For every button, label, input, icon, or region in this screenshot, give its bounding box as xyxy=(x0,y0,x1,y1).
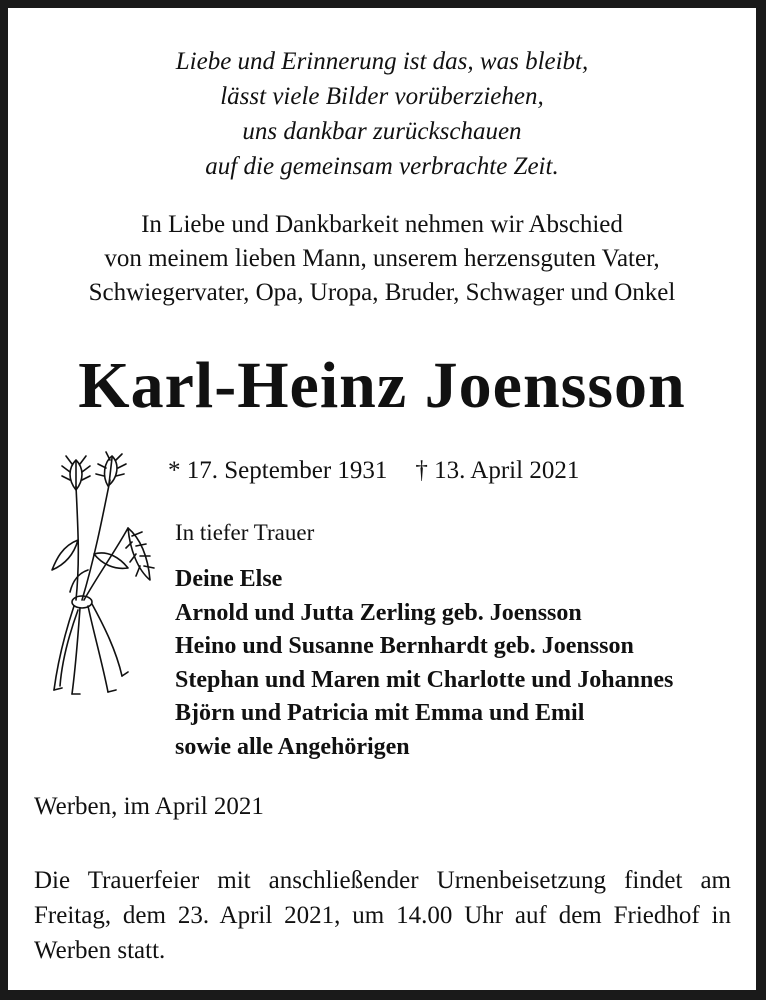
intro-line: In Liebe und Dankbarkeit nehmen wir Abschied xyxy=(141,211,623,238)
poem-line: Liebe und Erinnerung ist das, was bleibt, xyxy=(175,48,589,75)
intro-line: von meinem lieben Mann, unserem herzensguten Vater, xyxy=(104,245,660,272)
mourner: Heino und Susanne Bernhardt geb. Joensson xyxy=(175,633,634,659)
mourners-list xyxy=(175,563,673,764)
intro-line: Schwiegervater, Opa, Uropa, Bruder, Schwager und Onkel xyxy=(88,279,676,306)
mourning-intro: In tiefer Trauer xyxy=(175,520,315,545)
farewell-intro xyxy=(8,208,756,310)
ceremony-info: Die Trauerfeier mit anschließender Urnenbeisetzung findet am Freitag, dem 23. April 2021, um 14.00 Uhr auf dem Friedhof in Werben statt. xyxy=(34,867,731,964)
obituary-notice xyxy=(8,8,756,990)
mourner: Deine Else xyxy=(175,566,283,592)
place-date: Werben, im April 2021 xyxy=(34,793,264,820)
mourner: Björn und Patricia mit Emma und Emil xyxy=(175,700,585,726)
wheat-sheaf-icon xyxy=(32,450,162,700)
birth-date: * 17. September 1931 xyxy=(168,457,388,484)
deceased-name: Karl-Heinz Joensson xyxy=(78,349,686,422)
mourner: Arnold und Jutta Zerling geb. Joensson xyxy=(175,599,582,626)
poem-line: lässt viele Bilder vorüberziehen, xyxy=(220,83,544,110)
death-date: † 13. April 2021 xyxy=(415,457,580,484)
poem xyxy=(8,44,756,184)
poem-line: auf die gemeinsam verbrachte Zeit. xyxy=(205,153,559,180)
life-dates xyxy=(168,455,579,487)
mourner: Stephan und Maren mit Charlotte und Johannes xyxy=(175,666,674,693)
poem-line: uns dankbar zurückschauen xyxy=(242,118,522,145)
mourner: sowie alle Angehörigen xyxy=(175,733,410,760)
